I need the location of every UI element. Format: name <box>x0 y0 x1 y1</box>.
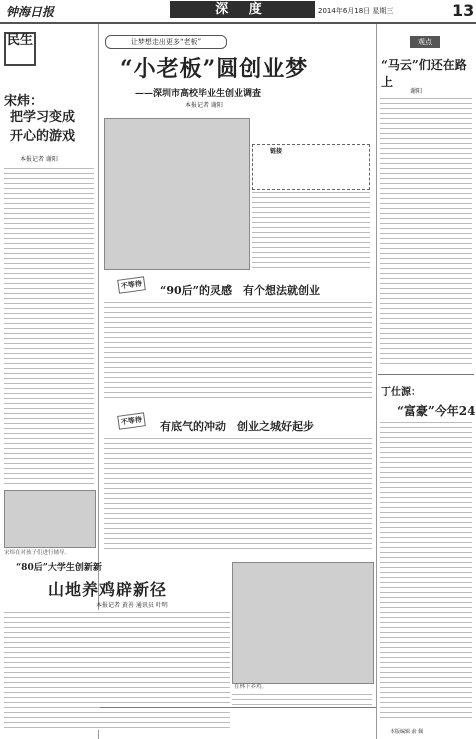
section1-heading: “90后”的灵感 有个想法就创业 <box>160 284 320 297</box>
column-label: 民生 <box>4 32 36 66</box>
left-title-line2: 开心的游戏 <box>10 129 76 144</box>
quote-box <box>252 144 370 190</box>
right-headline-1: “马云”们还在路上 <box>381 58 467 89</box>
bottom-kicker: “80后”大学生创新新 <box>16 563 102 573</box>
right-tag: 观点 <box>410 36 440 48</box>
quote-label: 链接 <box>270 148 283 155</box>
bottom-byline: 本报记者 黄善 通讯员 叶明 <box>96 602 168 609</box>
section-band: 深 度 <box>170 1 315 18</box>
bottom-text <box>4 610 230 730</box>
main-subheadline: ——深圳市高校毕业生创业调查 <box>135 89 262 99</box>
main-headline: “小老板”圆创业梦 <box>120 56 309 82</box>
main-photo <box>104 118 250 270</box>
section2-heading: 有底气的冲动 创业之城好起步 <box>160 420 314 433</box>
main-byline: 本报记者 谢阳 <box>185 102 223 109</box>
left-person: 宋炜： <box>4 94 44 109</box>
right-divider <box>378 374 474 375</box>
page-number: 13 <box>452 1 475 20</box>
right-headline-2: “富豪”今年24 <box>397 404 476 418</box>
section2-tag: 不等待 <box>117 412 146 430</box>
bottom-photo <box>232 562 374 684</box>
left-photo-caption: 宋炜在对孩子们进行辅导。 <box>4 550 71 556</box>
section1-text <box>104 300 372 402</box>
bottom-photo-caption: 在林下养鸡。 <box>234 684 268 690</box>
main-intro-text <box>252 190 370 270</box>
right-byline-1: 谢阳 <box>410 88 423 95</box>
bottom-headline: 山地养鸡辟新径 <box>48 580 168 599</box>
left-title-line1: 把学习变成 <box>10 110 76 125</box>
issue-date: 2014年6月18日 星期三 <box>318 7 394 15</box>
left-body-text <box>4 166 94 486</box>
section2-text <box>104 436 372 552</box>
bottom-text-2 <box>232 692 372 706</box>
left-byline: 本报记者 谢阳 <box>20 156 58 163</box>
footer-editor: 本版编辑 俞 佩 <box>390 729 424 735</box>
paper-name: 钟海日报 <box>6 5 55 19</box>
right-text-1 <box>380 96 472 368</box>
section1-tag: 不等待 <box>117 276 146 294</box>
bottom-rule <box>100 707 376 708</box>
left-title <box>10 108 90 146</box>
left-photo <box>4 490 96 548</box>
right-person: 丁仕源： <box>381 387 421 398</box>
main-kicker: 让梦想走出更多“老板” <box>105 35 227 49</box>
right-text-2 <box>380 420 472 720</box>
